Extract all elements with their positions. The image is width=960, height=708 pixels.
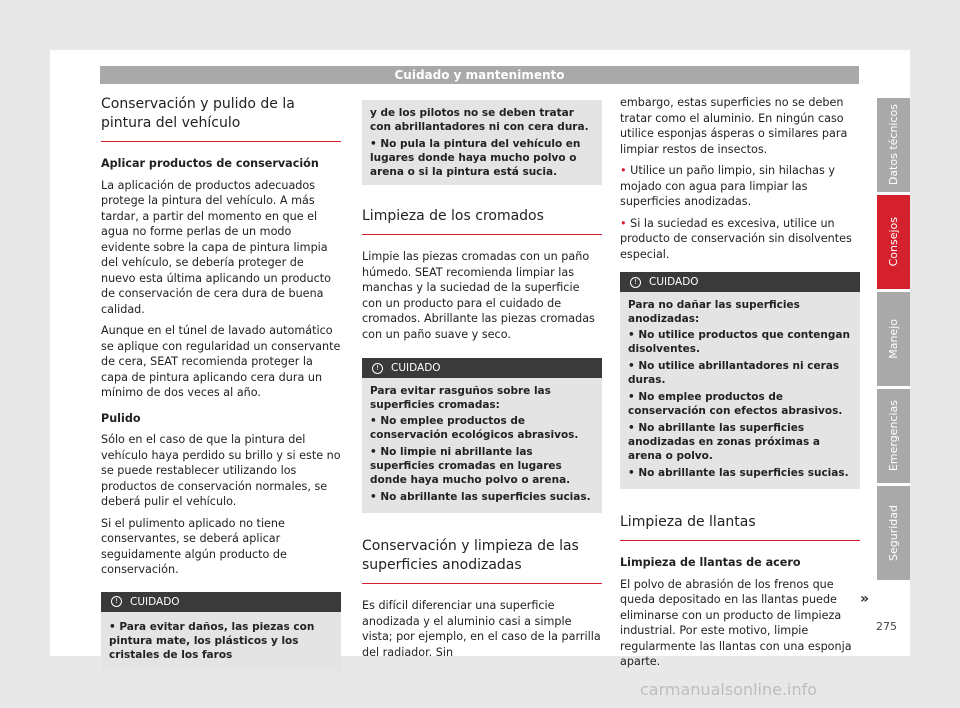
info-icon: ! bbox=[111, 596, 122, 607]
tab-label: Datos técnicos bbox=[887, 104, 900, 186]
page-header: Cuidado y mantenimento bbox=[100, 66, 859, 84]
paragraph: Si el pulimento aplicado no tiene conservantes, se deberá aplicar seguidamente algún producto de conservación. bbox=[101, 516, 287, 576]
caution-item-text: No emplee productos de conservación con efectos abrasivos. bbox=[628, 391, 843, 417]
paragraph: Sólo en el caso de que la pintura del vehículo haya perdido su brillo y si este no se puede restablecer utilizando los productos de conservación normales, se deberá pulir el vehículo. bbox=[101, 433, 341, 508]
tab-consejos[interactable] bbox=[877, 195, 910, 289]
caution-item: • No pula la pintura del vehículo en lugares donde haya mucho polvo o arena o si la pintura está sucia. bbox=[370, 138, 581, 178]
info-icon: ! bbox=[372, 363, 383, 374]
caution-item: • No utilice abrillantadores ni ceras duras. bbox=[628, 360, 840, 386]
tab-manejo[interactable] bbox=[877, 292, 910, 386]
paragraph: La aplicación de productos adecuados protege la pintura del vehículo. A más tardar, a partir del momento en que el agua no forme perlas de un modo evidente sobre la capa de pintura limpia del vehículo, se debería proteger de nuevo esta última aplicando un producto de conservación de cera dura de buena calidad. bbox=[101, 178, 331, 316]
tab-label: Seguridad bbox=[887, 505, 900, 561]
watermark: carmanualsonline.info bbox=[640, 680, 818, 699]
caution-title: CUIDADO bbox=[130, 595, 180, 608]
caution-box bbox=[101, 592, 341, 671]
tab-emergencias[interactable] bbox=[877, 389, 910, 483]
caution-body bbox=[620, 292, 860, 489]
info-icon: ! bbox=[630, 277, 641, 288]
subheading-llantas-acero: Limpieza de llantas de acero bbox=[620, 556, 801, 569]
caution-item-text: No abrillante las superficies anodizadas en zonas próximas a arena o polvo. bbox=[628, 422, 820, 462]
side-tabs bbox=[877, 98, 910, 583]
caution-item-text: No limpie ni abrillante las superficies cromadas en lugares donde haya mucho polvo o arena. bbox=[370, 446, 571, 486]
tab-label: Manejo bbox=[887, 319, 900, 359]
subheading-aplicar: Aplicar productos de conservación bbox=[101, 157, 319, 170]
column-2 bbox=[362, 95, 602, 666]
caution-item-text: No utilice abrillantadores ni ceras duras. bbox=[628, 360, 840, 386]
caution-intro: Para no dañar las superficies anodizadas: bbox=[628, 299, 800, 325]
caution-item-text: No abrillante las superficies sucias. bbox=[380, 491, 591, 503]
caution-continuation bbox=[362, 100, 602, 185]
column-3 bbox=[620, 95, 860, 676]
paragraph: Limpie las piezas cromadas con un paño húmedo. SEAT recomienda limpiar las manchas y la suciedad de la superficie con un producto para el cuidado de cromados. Abrillante las piezas cromadas con un paño suave y seco. bbox=[362, 250, 595, 341]
caution-body bbox=[362, 378, 602, 513]
caution-box bbox=[620, 272, 860, 489]
caution-item-text: No utilice productos que contengan disolventes. bbox=[628, 329, 850, 355]
caution-item: • No abrillante las superficies sucias. bbox=[370, 491, 591, 503]
paragraph: Es difícil diferenciar una superficie anodizada y el aluminio casi a simple vista; por ejemplo, en el caso de la parrilla del radiador. Sin bbox=[362, 599, 601, 659]
caution-item: • No utilice productos que contengan disolventes. bbox=[628, 329, 850, 355]
tab-label: Emergencias bbox=[887, 400, 900, 472]
caution-item: • No emplee productos de conservación ecológicos abrasivos. bbox=[370, 415, 579, 441]
bullet-text: Utilice un paño limpio, sin hilachas y mojado con agua para limpiar las superficies anodizadas. bbox=[620, 164, 835, 208]
caution-item: • No limpie ni abrillante las superficies cromadas en lugares donde haya mucho polvo o arena. bbox=[370, 446, 571, 486]
caution-intro: Para evitar rasguños sobre las superficies cromadas: bbox=[370, 385, 551, 411]
caution-header bbox=[362, 358, 602, 378]
caution-item: • No abrillante las superficies anodizadas en zonas próximas a arena o polvo. bbox=[628, 422, 820, 462]
caution-item-text: No pula la pintura del vehículo en lugares donde haya mucho polvo o arena o si la pintura está sucia. bbox=[370, 138, 581, 178]
section-heading-anodizadas: Conservación y limpieza de las superficies anodizadas bbox=[362, 537, 602, 584]
section-heading-cromados: Limpieza de los cromados bbox=[362, 207, 602, 235]
tab-datos-tecnicos[interactable] bbox=[877, 98, 910, 192]
continue-mark: » bbox=[860, 591, 870, 607]
caution-header bbox=[620, 272, 860, 292]
paragraph: Aunque en el túnel de lavado automático se aplique con regularidad un conservante de cera, SEAT recomienda proteger la capa de pintura aplicando cera dura un mínimo de dos veces al año. bbox=[101, 324, 341, 399]
caution-item: • No emplee productos de conservación con efectos abrasivos. bbox=[628, 391, 843, 417]
caution-title: CUIDADO bbox=[391, 362, 441, 374]
tab-seguridad[interactable] bbox=[877, 486, 910, 580]
caution-box bbox=[362, 358, 602, 513]
section-heading-llantas: Limpieza de llantas bbox=[620, 513, 860, 541]
caution-item: • Para evitar daños, las piezas con pintura mate, los plásticos y los cristales de los faros bbox=[109, 620, 315, 661]
tab-label: Consejos bbox=[887, 217, 900, 267]
caution-item-text: No abrillante las superficies sucias. bbox=[638, 467, 849, 479]
caution-header bbox=[101, 592, 341, 612]
caution-item: • No abrillante las superficies sucias. bbox=[628, 467, 849, 479]
caution-title: CUIDADO bbox=[649, 276, 699, 288]
subheading-pulido: Pulido bbox=[101, 411, 141, 425]
paragraph: El polvo de abrasión de los frenos que queda depositado en las llantas puede eliminarse con un producto de limpieza industrial. Por este motivo, limpie regularmente las llantas con una esponja aparte. bbox=[620, 577, 852, 668]
column-1 bbox=[101, 95, 341, 681]
caution-item-text: No emplee productos de conservación ecológicos abrasivos. bbox=[370, 415, 579, 441]
caution-item-text: Para evitar daños, las piezas con pintura mate, los plásticos y los cristales de los faros bbox=[109, 620, 315, 661]
paragraph: embargo, estas superficies no se deben tratar como el aluminio. En ningún caso utilice esponjas ásperas o similares para limpiar restos de insectos. bbox=[620, 96, 848, 156]
caution-body bbox=[101, 612, 341, 671]
page-number: 275 bbox=[876, 620, 897, 633]
bullet-text: Si la suciedad es excesiva, utilice un producto de conservación sin disolventes especial. bbox=[620, 216, 852, 261]
caution-cont-text: y de los pilotos no se deben tratar con abrillantadores ni con cera dura. bbox=[370, 107, 589, 133]
section-heading-conservacion: Conservación y pulido de la pintura del vehículo bbox=[101, 95, 341, 142]
bullet-item: • Si la suciedad es excesiva, utilice un producto de conservación sin disolventes especial. bbox=[620, 216, 852, 261]
bullet-item: • Utilice un paño limpio, sin hilachas y mojado con agua para limpiar las superficies anodizadas. bbox=[620, 164, 835, 208]
